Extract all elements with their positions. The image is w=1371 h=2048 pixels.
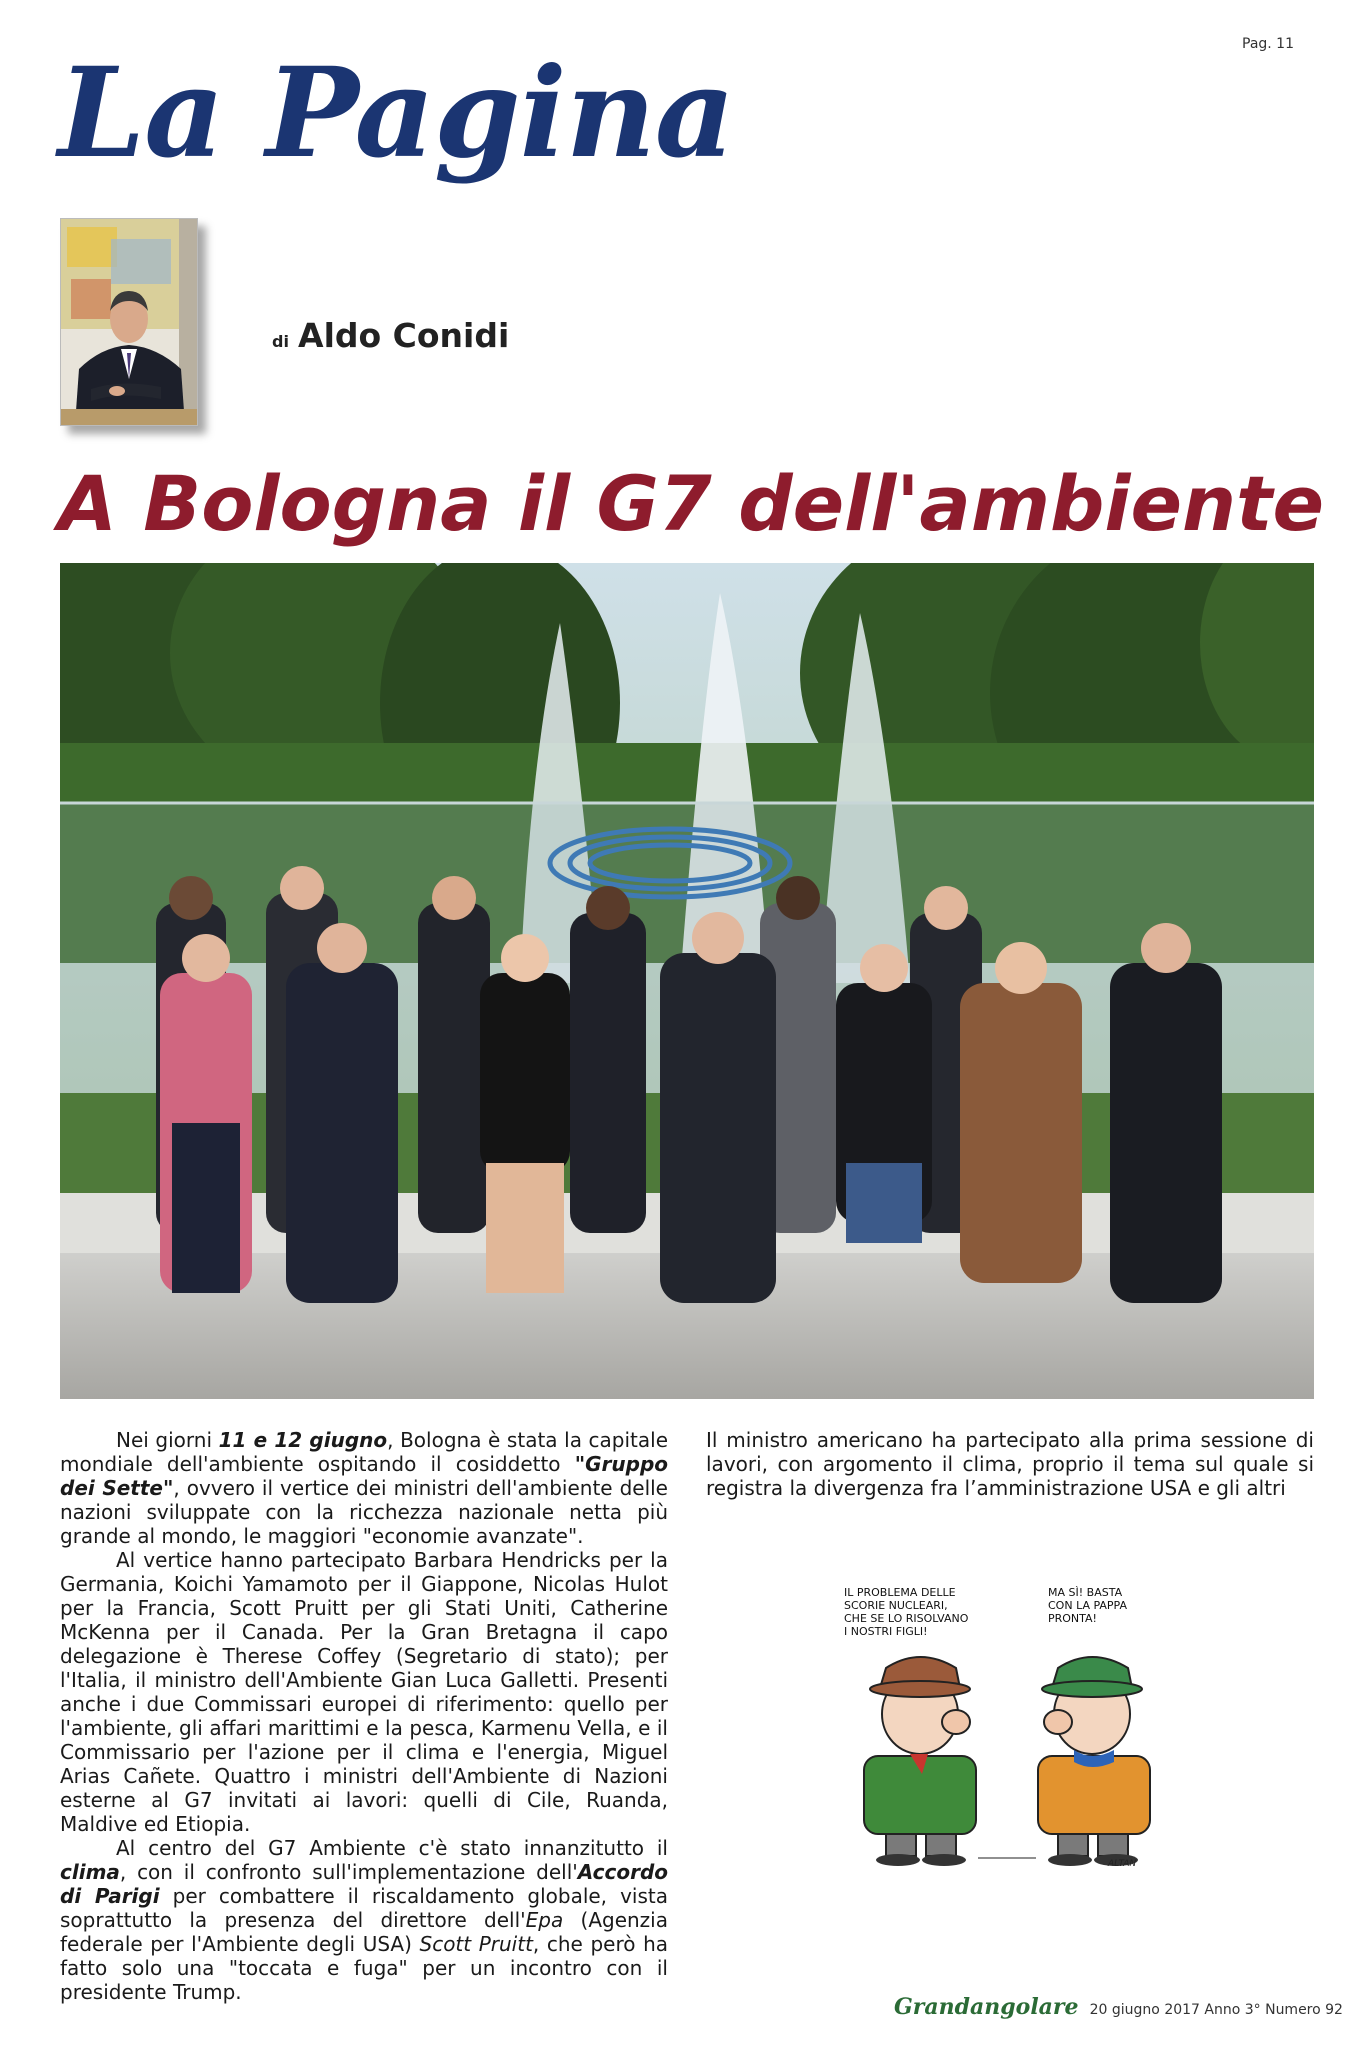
emphasis-scott-pruitt: Scott Pruitt — [419, 1932, 533, 1956]
page-number: Pag. 11 — [1242, 36, 1294, 52]
article-column-1 — [60, 1428, 668, 2004]
text-run: per combattere il riscaldamento globale, vista soprattutto la presenza del direttore dell' — [60, 1884, 668, 1932]
article-paragraph: Il ministro americano ha partecipato alla prima sessione di lavori, con argomento il clima, proprio il tema sul quale si registra la divergenza fra l’amministrazione USA e gli altri — [706, 1428, 1314, 1500]
article-column-2 — [706, 1428, 1314, 1500]
cartoon-right-line: PRONTA! — [1048, 1612, 1097, 1625]
article-paragraph — [60, 1836, 668, 2004]
byline-author: Aldo Conidi — [298, 316, 510, 355]
text-run: Al centro del G7 Ambiente c'è stato innanzitutto il — [116, 1836, 668, 1860]
article-paragraph: Al vertice hanno partecipato Barbara Hendricks per la Germania, Koichi Yamamoto per il Giappone, Nicolas Hulot per la Francia, Scott Pruitt per gli Stati Uniti, Catherine McKenna per il Canada. Per la Gran Bretagna il capo delegazione è Therese Coffey (Segretario di stato); per l'Italia, il ministro dell'Ambiente Gian Luca Galletti. Presenti anche i due Commissari europei di riferimento: quello per l'ambiente, gli affari marittimi e la pesca, Karmenu Vella, e il Commissario per l'azione per il clima e l'energia, Miguel Arias Cañete. Quattro i ministri dell'Ambiente di Nazioni esterne al G7 invitati ai lavori: quelli di Cile, Ruanda, Maldive ed Etiopia. — [60, 1548, 668, 1836]
cartoon-left-line: I NOSTRI FIGLI! — [844, 1625, 928, 1638]
page-footer — [894, 1994, 1354, 2020]
text-run: , che però ha fatto solo una "toccata e fuga" per un incontro con il presidente Trump. — [60, 1932, 669, 2004]
footer-issue-date: 20 giugno 2017 Anno 3° Numero 92 — [1089, 2002, 1343, 2018]
emphasis-epa: Epa — [525, 1908, 564, 1932]
author-portrait — [60, 218, 198, 426]
cartoon-left-line: CHE SE LO RISOLVANO — [844, 1612, 969, 1625]
altan-cartoon — [838, 1584, 1178, 1868]
portrait-image — [61, 219, 197, 425]
g7-group-photo — [60, 563, 1314, 1399]
text-run: , Bologna è stata la capitale mondiale dell'ambiente ospitando il cosiddetto — [60, 1428, 668, 1476]
cartoon-right-character — [1038, 1657, 1150, 1866]
emphasis-accordo-di-parigi: Accordo di Parigi — [60, 1860, 668, 1908]
masthead-title: La Pagina — [58, 41, 735, 186]
cartoon-left-line: SCORIE NUCLEARI, — [844, 1599, 948, 1612]
byline-prefix: di — [272, 332, 289, 351]
text-run: Nei giorni — [116, 1428, 219, 1452]
text-run: , ovvero il vertice dei ministri dell'ambiente delle nazioni sviluppate con la ricchezza nazionale netta più grande al mondo, le maggiori "economie avanzate". — [60, 1476, 668, 1548]
emphasis-clima: clima — [60, 1860, 120, 1884]
text-run: , con il confronto sull'implementazione dell' — [119, 1860, 578, 1884]
cartoon-right-line: MA SÌ! BASTA — [1048, 1586, 1123, 1599]
cartoon-signature: ALTAN — [1108, 1859, 1137, 1868]
cartoon-right-line: CON LA PAPPA — [1048, 1599, 1128, 1612]
byline — [272, 316, 509, 355]
footer-brand: Grandangolare — [894, 1994, 1079, 2020]
emphasis-dates: 11 e 12 giugno — [218, 1428, 388, 1452]
cartoon-left-character — [864, 1657, 976, 1866]
article-headline: A Bologna il G7 dell'ambiente — [58, 459, 1324, 548]
article-paragraph — [60, 1428, 668, 1548]
cartoon-left-line: IL PROBLEMA DELLE — [844, 1586, 956, 1599]
emphasis-gruppo-dei-sette: "Gruppo dei Sette" — [60, 1452, 668, 1500]
text-run: (Agenzia federale per l'Ambiente degli USA) — [60, 1908, 668, 1956]
